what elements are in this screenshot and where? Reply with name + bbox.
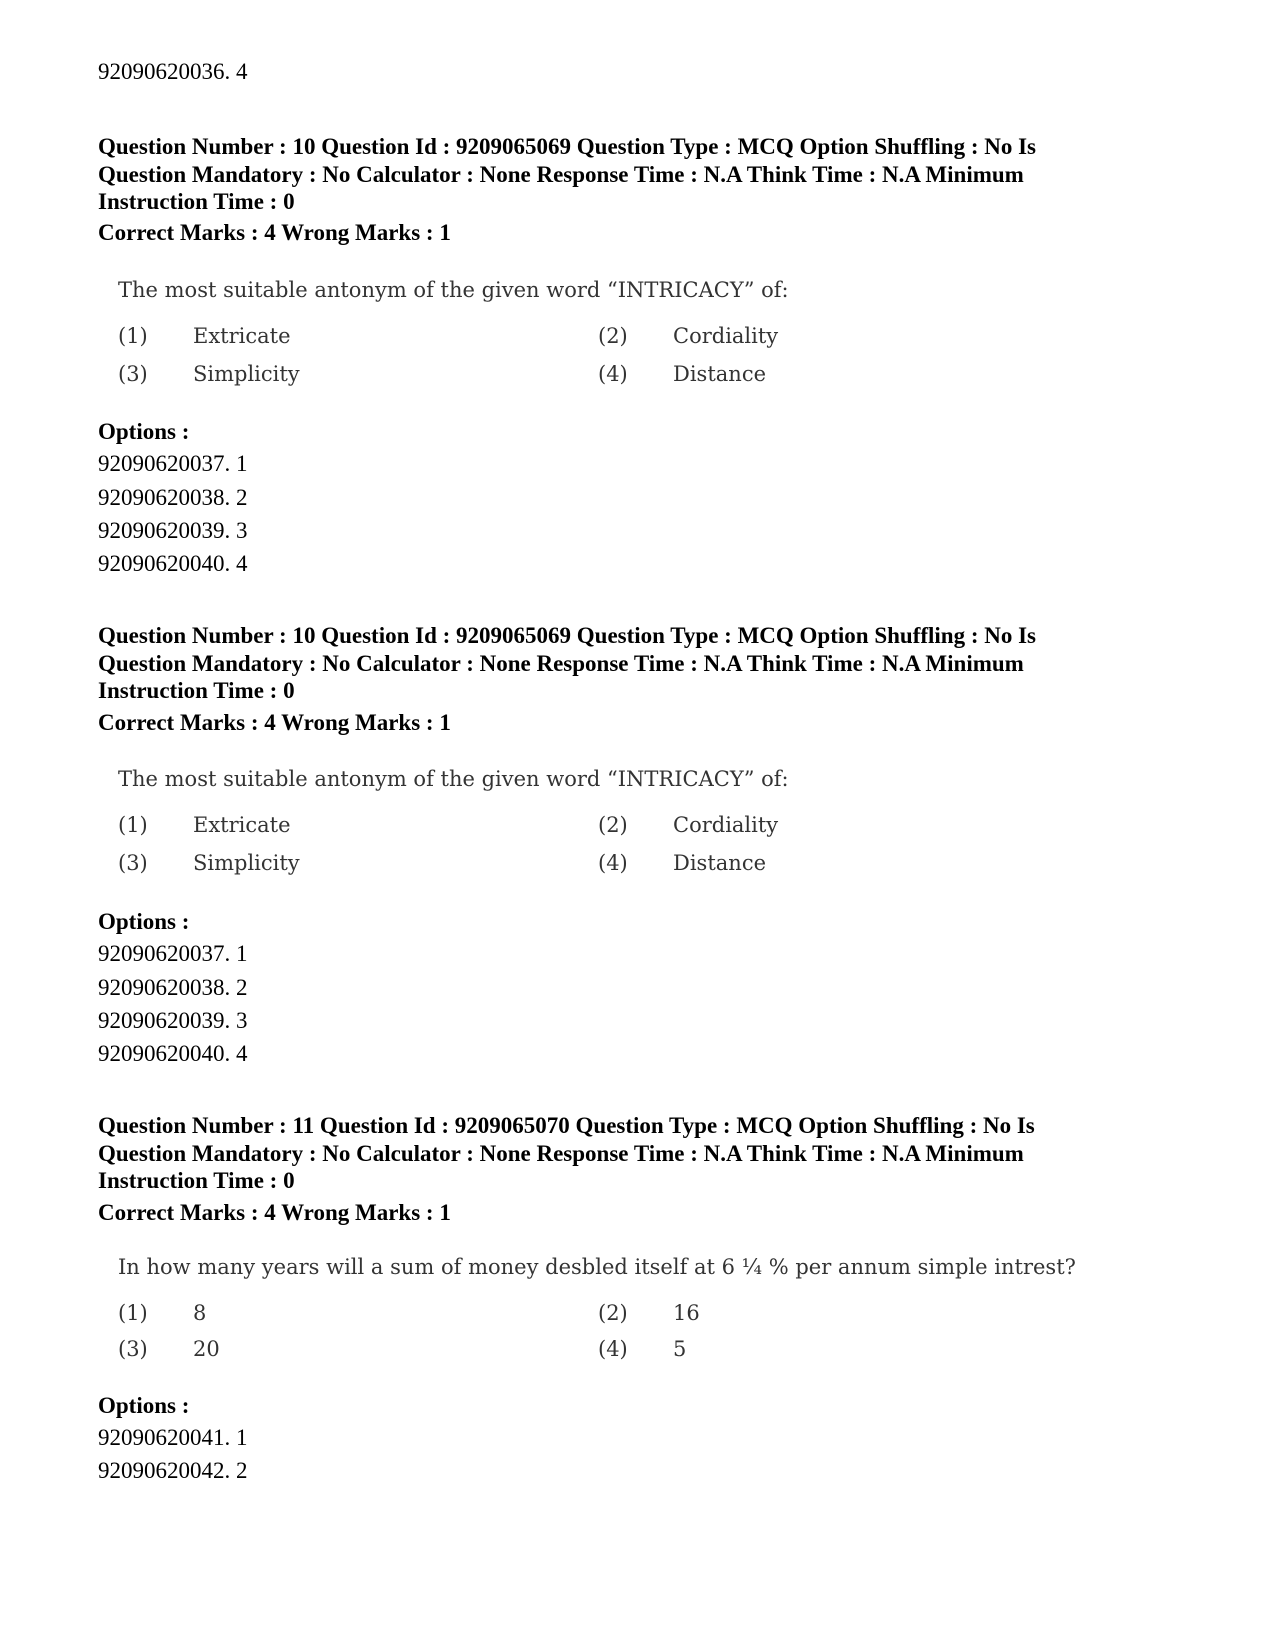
option-line: 92090620039. 3: [98, 518, 248, 543]
answer-choice: (2) Cordiality: [598, 324, 779, 348]
answer-choice: (2) 16: [598, 1301, 700, 1325]
answer-choice: (3) Simplicity: [118, 362, 300, 386]
option-line: 92090620037. 1: [98, 941, 248, 966]
question-marks: Correct Marks : 4 Wrong Marks : 1: [98, 710, 451, 735]
question-marks: Correct Marks : 4 Wrong Marks : 1: [98, 1200, 451, 1225]
option-line: 92090620041. 1: [98, 1425, 248, 1450]
question-stem: The most suitable antonym of the given word “INTRICACY” of:: [118, 278, 789, 302]
option-line: 92090620038. 2: [98, 485, 248, 510]
options-label: Options :: [98, 419, 190, 444]
options-label: Options :: [98, 1393, 190, 1418]
option-line: 92090620036. 4: [98, 59, 248, 84]
question-stem: The most suitable antonym of the given word “INTRICACY” of:: [118, 767, 789, 791]
answer-choice: (4) Distance: [598, 851, 767, 875]
question-meta: Question Number : 11 Question Id : 9209065070 Question Type : MCQ Option Shuffling : No Is Question Mandatory : No Calculator : None Response Time : N.A Think Time : N.A Minimum Instruction Time : 0: [98, 1113, 1035, 1193]
answer-choice: (3) 20: [118, 1337, 220, 1361]
answer-choice: (3) Simplicity: [118, 851, 300, 875]
option-line: 92090620040. 4: [98, 551, 248, 576]
answer-choice: (4) Distance: [598, 362, 767, 386]
question-meta: Question Number : 10 Question Id : 9209065069 Question Type : MCQ Option Shuffling : No Is Question Mandatory : No Calculator : None Response Time : N.A Think Time : N.A Minimum Instruction Time : 0: [98, 134, 1037, 214]
question-stem: In how many years will a sum of money desbled itself at 6 ¼ % per annum simple intrest?: [118, 1255, 1076, 1279]
option-line: 92090620039. 3: [98, 1008, 248, 1033]
answer-choice: (1) Extricate: [118, 324, 291, 348]
options-label: Options :: [98, 909, 190, 934]
answer-choice: (1) Extricate: [118, 813, 291, 837]
option-line: 92090620038. 2: [98, 975, 248, 1000]
option-line: 92090620037. 1: [98, 451, 248, 476]
option-line: 92090620040. 4: [98, 1041, 248, 1066]
question-marks: Correct Marks : 4 Wrong Marks : 1: [98, 220, 451, 245]
option-line: 92090620042. 2: [98, 1458, 248, 1483]
question-meta: Question Number : 10 Question Id : 9209065069 Question Type : MCQ Option Shuffling : No Is Question Mandatory : No Calculator : None Response Time : N.A Think Time : N.A Minimum Instruction Time : 0: [98, 623, 1037, 703]
answer-choice: (2) Cordiality: [598, 813, 779, 837]
answer-choice: (1) 8: [118, 1301, 207, 1325]
answer-choice: (4) 5: [598, 1337, 687, 1361]
